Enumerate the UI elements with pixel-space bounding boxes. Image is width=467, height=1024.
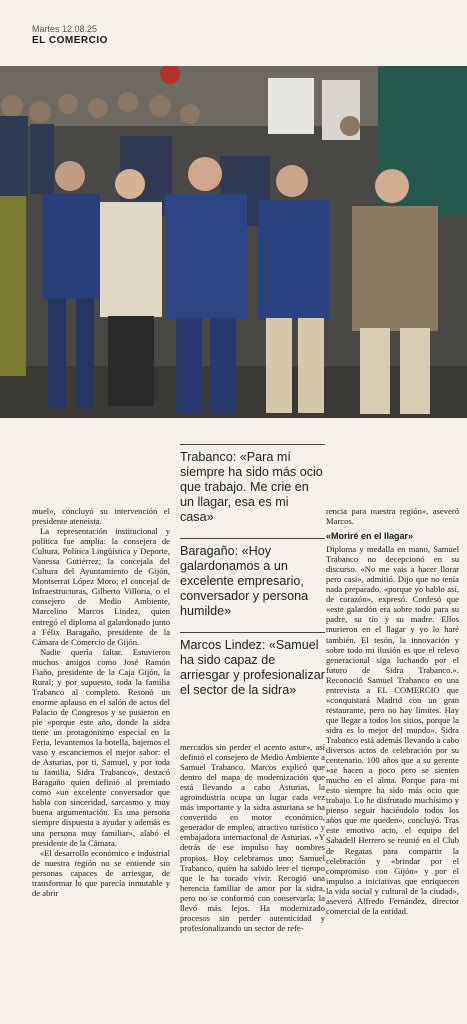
paragraph: muel», concluyó su intervención el presidente ateneísta. [32, 506, 170, 527]
issue-date: Martes 12.08.25 [32, 24, 98, 34]
newspaper-name: EL COMERCIO [32, 35, 108, 46]
pull-quote-baragano: Baragaño: «Hoy galardonamos a un excelente empresario, conversador y persona humilde» [180, 538, 325, 619]
pull-quote-trabanco: Trabanco: «Para mí siempre ha sido más ocio que trabajo. Me crie en un llagar, esa es mi casa» [180, 444, 325, 525]
article-column-2 [180, 742, 325, 933]
paragraph: Diploma y medalla en mano, Samuel Trabanco no decepcionó en su discurso. «No me vais a hacer llorar pero casi», admitió. Dijo que no tenía nada preparado, «porque yo hablo así, de corazón», expresó. Confesó que «este galardón era sobre todo para su padre, su tío y su madre. Ellos murieron en el llagar y yo lo haré también. El tesón, la innovación y sobre todo mi ilusión es que el relevo generacional siga luchando por el futuro de Sidra Trabanco.». Reconoció Samuel Trabanco en una entrevista a EL COMERCIO que «conquistará Madrid con un gran restaurante, pero no hay límites. Hay que llegar a todos los sitios, porque la sidra es lo mejor del mundo». Sidra Trabanco está además llevando a cabo diversos actos de celebración por su centenario. 100 años que a su gerente «se hacen a poco pero se sienten mucho en el alma. Porque para mí esto siempre ha sido más ocio que trabajo. Lo he disfrutado muchísimo y pienso seguir haciéndolo todos los años que me queden», concluyó. Tras este emotivo acto, el equipo del Sabadell Herrero se reunió en el Club de Regatas para compartir la celebración y «brindar por el compromiso con Gijón» y por el impulso a iniciativas que enriquecen la vida social y cultural de la ciudad», aseveró Alfredo Fernández, director comercial de la entidad. [326, 544, 459, 916]
paragraph: «El desarrollo económico e industrial de nuestra región no se entiende sin personas capaces de arriesgar, de transformar lo que parecía inmutable y de abrir [32, 847, 170, 898]
group-photo [0, 66, 467, 418]
paragraph: Nadie quería faltar. Estuvieron muchos amigos como José Ramón Fiaño, presidente de la Caja Gijón, la Rural; y por supuesto, toda la familia Trabanco al completo. Resonó un enorme aplauso en el salón de actos del Palacio de Congresos y se pusieron en pie «porque este año, donde la sidra tiene un protagonismo especial en la Feria, levantemos la botella, bajemos el vaso y escanciemos el mejor sabor: el de Asturias, por ti, Samuel, y por toda tu familia, Sidra Trabanco», destacó Baragaño quien definió al premiado como «un excelente conversador que habla con sinceridad, sarcasmo y muy buena argumentación. Es una persona siempre dispuesta a ayudar y además es una persona muy familiar», alabó el presidente de la Cámara. [32, 646, 170, 848]
pull-quote-marcos-lindez: Marcos Lindez: «Samuel ha sido capaz de arriesgar y profesionalizar el sector de la sidra» [180, 632, 325, 698]
paragraph: rencia para nuestra región», aseveró Marcos. [326, 506, 459, 527]
section-subhead: «Moriré en el llagar» [326, 531, 414, 542]
paragraph: mercados sin perder el acento astur», así definió el consejero de Medio Ambiente a Samuel Trabanco. Marcos explicó que dentro del mapa de modernización que está llevando a cabo Asturias, la agroindustria ocupa un lugar cada vez más importante y la sidra asturiana se ha convertido en motor económico, generador de empleo, atractivo turístico y embajadora internacional de Asturias. «Y detrás de ese impulso hay nombres propios. Hoy celebramos uno: Samuel Trabanco, quien ha sabido leer el tiempo que le ha tocado vivir. Recogió una herencia familiar de amor por la sidra, pero no se conformó con conservarla: la llevó más lejos. Ha modernizado procesos sin perder autenticidad y profesionalizando un sector de refe- [180, 742, 325, 933]
article-column-3 [326, 506, 459, 916]
group-photo-icon [0, 66, 467, 418]
masthead [32, 24, 108, 47]
paragraph: La representación institucional y política fue amplia: la consejera de Cultura, Política Lingüística y Deporte, Vanessa Gutiérrez; la concejala del Cultura del Ayuntamiento de Gijón, Montserrat López Moro; el concejal de Infraestructuras, Gilberto Villoria, o el consejero de Medio Ambiente, Marcelino Marcos Lindez, quien entregó el diploma al galardonado junto a Félix Baragaño, presidente de la Cámara de Comercio de Gijón. [32, 526, 170, 647]
article-column-1 [32, 506, 170, 898]
